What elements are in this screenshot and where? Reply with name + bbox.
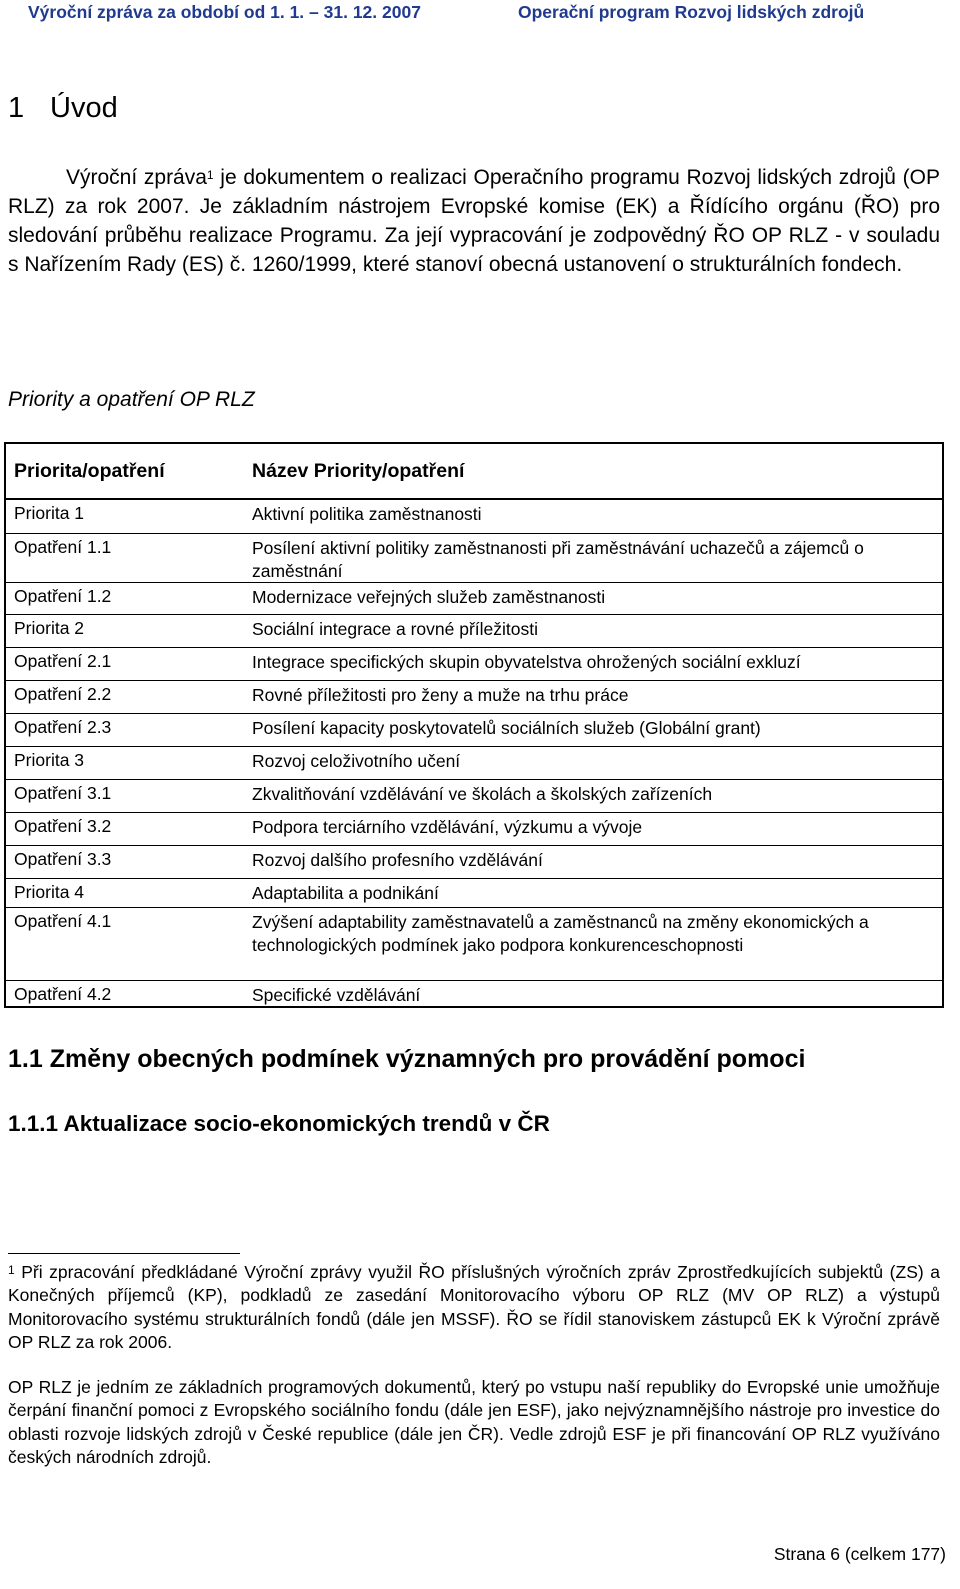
table-row (6, 681, 942, 714)
header-left: Výroční zpráva za období od 1. 1. – 31. 12. 2007 (28, 2, 421, 22)
row-code: Opatření 3.1 (14, 783, 112, 803)
row-name: Modernizace veřejných služeb zaměstnanosti (252, 587, 606, 607)
table-row (6, 908, 942, 981)
header-right: Operační program Rozvoj lidských zdrojů (518, 2, 865, 22)
table-row (6, 615, 942, 648)
table-header (6, 444, 942, 500)
row-name: Podpora terciárního vzdělávání, výzkumu a vývoje (252, 817, 643, 837)
table-row (6, 583, 942, 615)
footnote-separator (8, 1253, 240, 1254)
row-code: Priorita 2 (14, 618, 85, 638)
table-row (6, 981, 942, 1006)
row-name: Adaptabilita a podnikání (252, 883, 439, 903)
column-header-code: Priorita/opatření (14, 460, 165, 482)
row-code: Priorita 1 (14, 503, 85, 523)
section-title: Úvod (50, 92, 118, 124)
row-code: Opatření 3.2 (14, 816, 112, 836)
row-code: Opatření 4.2 (14, 984, 112, 1004)
row-name: Aktivní politika zaměstnanosti (252, 504, 482, 524)
row-name: Integrace specifických skupin obyvatelstva ohrožených sociální exkluzí (252, 652, 801, 672)
table-row (6, 714, 942, 747)
page-header (0, 0, 960, 24)
subsection-heading: 1.1 Změny obecných podmínek významných pro provádění pomoci (8, 1045, 806, 1073)
row-name: Rovné příležitosti pro ženy a muže na trhu práce (252, 685, 629, 705)
table-row (6, 813, 942, 846)
row-name: Zvýšení adaptability zaměstnavatelů a zaměstnanců na změny ekonomických a technologických podmínek jako podpora konkurenceschopnosti (252, 912, 869, 955)
row-name: Posílení aktivní politiky zaměstnanosti při zaměstnávání uchazečů a zájemců o zaměstnání (252, 538, 864, 581)
table-row (6, 648, 942, 681)
row-code: Priorita 4 (14, 882, 85, 902)
table-row (6, 747, 942, 780)
row-code: Opatření 1.2 (14, 586, 112, 606)
row-code: Opatření 2.2 (14, 684, 112, 704)
row-name: Rozvoj dalšího profesního vzdělávání (252, 850, 543, 870)
footnote-marker: 1 (8, 1263, 15, 1277)
footnote (8, 1261, 940, 1469)
column-header-name: Název Priority/opatření (252, 460, 465, 482)
footnote-paragraph-1: Při zpracování předkládané Výroční zprávy využil ŘO příslušných výročních zpráv Zprostředkujících subjektů (ZS) a Konečných příjemců (KP), podkladů ze zasedání Monitorovacího výboru OP RLZ (MV OP RLZ) a výstupů Monitorovacího systému strukturálních fondů (dále jen MSSF). ŘO se řídil stanoviskem zástupců EK k Výroční zprávě OP RLZ za rok 2006. (8, 1262, 940, 1352)
row-name: Specifické vzdělávání (252, 985, 421, 1005)
footnote-ref[interactable]: 1 (206, 168, 214, 182)
subsubsection-heading: 1.1.1 Aktualizace socio-ekonomických trendů v ČR (8, 1111, 550, 1136)
intro-text-rest: je dokumentem o realizaci Operačního programu Rozvoj lidských zdrojů (OP RLZ) za rok 2007. Je základním nástrojem Evropské komise (EK) a Řídícího orgánu (ŘO) pro sledování průběhu realizace Programu. Za její vypracování je zodpovědný ŘO OP RLZ - v souladu s Nařízením Rady (ES) č. 1260/1999, které stanoví obecná ustanovení o strukturálních fondech. (8, 166, 940, 276)
row-name: Rozvoj celoživotního učení (252, 751, 461, 771)
row-name: Sociální integrace a rovné příležitosti (252, 619, 538, 639)
row-name: Posílení kapacity poskytovatelů sociálních služeb (Globální grant) (252, 718, 761, 738)
priorities-table (4, 442, 944, 1008)
row-code: Opatření 4.1 (14, 911, 112, 931)
table-row (6, 846, 942, 879)
intro-text-start: Výroční zpráva (66, 166, 207, 189)
table-row (6, 879, 942, 908)
row-code: Opatření 2.1 (14, 651, 112, 671)
footnote-paragraph-2: OP RLZ je jedním ze základních programových dokumentů, který po vstupu naší republiky do Evropské unie umožňuje čerpání finanční pomoci z Evropského sociálního fondu (dále jen ESF), jako nejvýznamnějšího nástroje pro investice do oblasti rozvoje lidských zdrojů v České republice (dále jen ČR). Vedle zdrojů ESF je při financování OP RLZ využíváno českých národních zdrojů. (8, 1377, 940, 1468)
section-number: 1 (8, 92, 25, 124)
table-caption: Priority a opatření OP RLZ (8, 388, 255, 411)
table-row (6, 500, 942, 534)
page-number: Strana 6 (celkem 177) (773, 1544, 946, 1564)
row-code: Opatření 3.3 (14, 849, 112, 869)
row-code: Opatření 1.1 (14, 537, 112, 557)
row-name: Zkvalitňování vzdělávání ve školách a školských zařízeních (252, 784, 713, 804)
table-row (6, 534, 942, 583)
row-code: Priorita 3 (14, 750, 85, 770)
row-code: Opatření 2.3 (14, 717, 112, 737)
intro-paragraph (8, 163, 940, 279)
table-row (6, 780, 942, 813)
